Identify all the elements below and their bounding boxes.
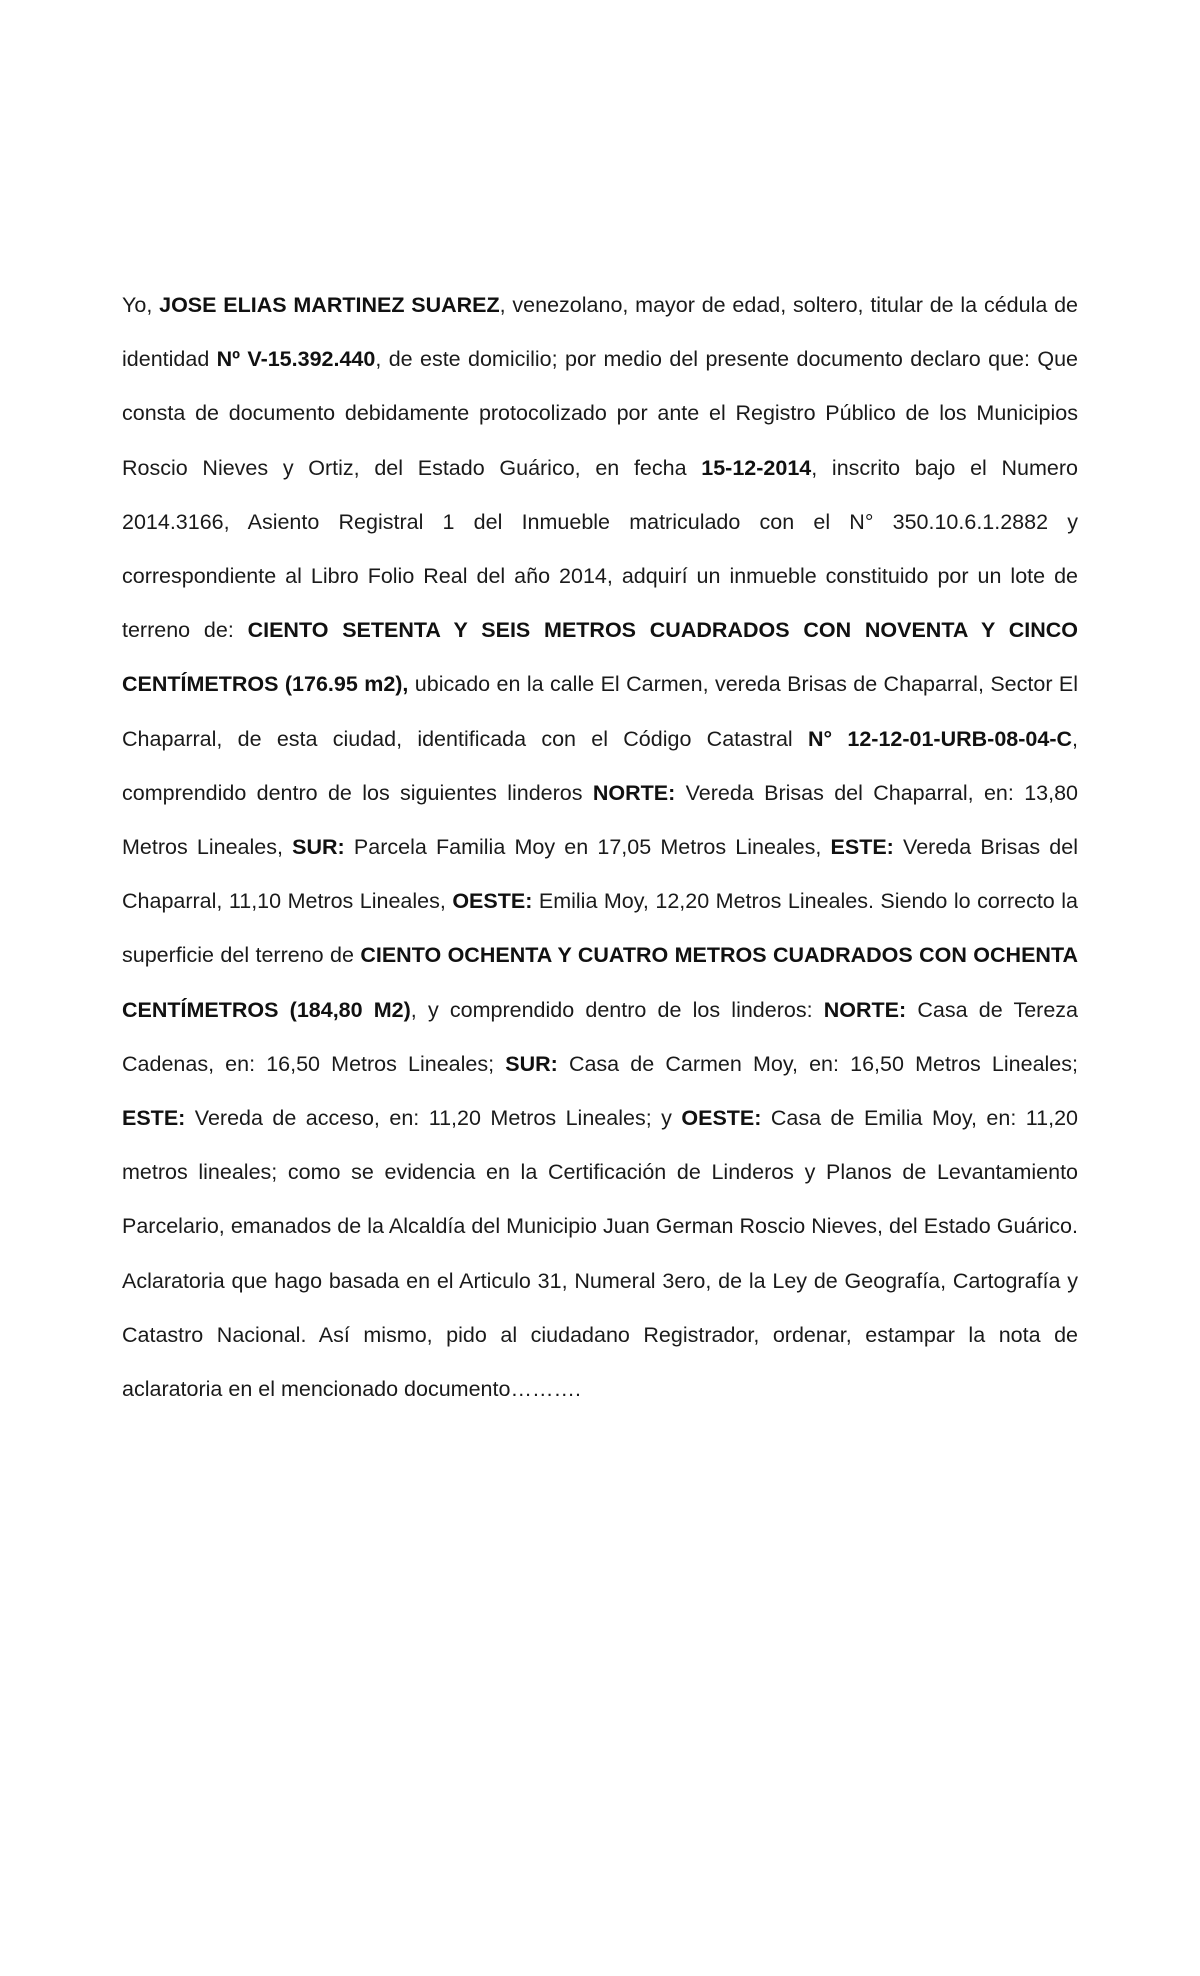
text-run: Casa de Emilia Moy, en: 11,20 metros lineales; como se evidencia en la Certificación de Linderos y Planos de Levantamiento Parcelario, emanados de la Alcaldía del Municipio Juan German Roscio Nieves, del Estado Guárico. Aclaratoria que hago basada en el Articulo 31, Numeral 3ero, de la Ley de Geografía, Cartografía y Catastro Nacional. Así mismo, pido al ciudadano Registrador, ordenar, estampar la nota de aclaratoria en el mencionado documento……….	[122, 1106, 1079, 1402]
text-run: Vereda Brisas del Chaparral, 11,10 Metros Lineales,	[122, 835, 1078, 914]
text-run: , venezolano, mayor de edad, soltero, titular de la cédula de identidad	[122, 293, 1079, 372]
text-run: Vereda de acceso, en: 11,20 Metros Lineales; y	[185, 1106, 682, 1131]
boundary-label-east: ESTE:	[830, 835, 894, 860]
boundary-label-west: OESTE:	[681, 1106, 762, 1131]
text-run: , comprendido dentro de los siguientes linderos	[122, 726, 1078, 805]
boundary-label-north: NORTE:	[592, 780, 676, 805]
text-run: , y comprendido dentro de los linderos:	[410, 997, 824, 1022]
id-number: Nº V-15.392.440	[216, 347, 376, 372]
text-run: Casa de Carmen Moy, en: 16,50 Metros Lineales;	[557, 1051, 1078, 1076]
boundary-label-south: SUR:	[292, 835, 345, 860]
boundary-label-south: SUR:	[505, 1051, 558, 1076]
boundary-label-north: NORTE:	[823, 997, 907, 1022]
boundary-label-west: OESTE:	[452, 889, 533, 914]
text-run: Emilia Moy, 12,20 Metros Lineales. Siendo lo correcto la superficie del terreno de	[122, 889, 1078, 968]
declarant-name: JOSE ELIAS MARTINEZ SUAREZ	[159, 293, 500, 317]
declaration-paragraph	[122, 278, 1078, 1416]
original-area: CIENTO SETENTA Y SEIS METROS CUADRADOS CON NOVENTA Y CINCO CENTÍMETROS (176.95 m2),	[122, 618, 1078, 697]
text-run: , de este domicilio; por medio del presente documento declaro que: Que consta de documento debidamente protocolizado por ante el Registro Público de los Municipios Roscio Nieves y Ortiz, del Estado Guárico, en fecha	[122, 347, 1078, 480]
text-run: Parcela Familia Moy en 17,05 Metros Lineales,	[344, 835, 831, 860]
text-run: ubicado en la calle El Carmen, vereda Brisas de Chaparral, Sector El Chaparral, de esta ciudad, identificada con el Código Catastral	[122, 672, 1078, 751]
cadastral-code: N° 12-12-01-URB-08-04-C	[807, 726, 1073, 751]
text-run: Casa de Tereza Cadenas, en: 16,50 Metros Lineales;	[122, 997, 1078, 1076]
corrected-area: CIENTO OCHENTA Y CUATRO METROS CUADRADOS CON OCHENTA CENTÍMETROS (184,80 M2)	[122, 943, 1079, 1022]
boundary-label-east: ESTE:	[122, 1106, 186, 1131]
text-run: Yo,	[122, 293, 160, 317]
text-run: Vereda Brisas del Chaparral, en: 13,80 Metros Lineales,	[122, 780, 1079, 860]
text-run: , inscrito bajo el Numero 2014.3166, Asiento Registral 1 del Inmueble matriculado con el N° 350.10.6.1.2882 y correspondiente al Libro Folio Real del año 2014, adquirí un inmueble constituido por un lote de terreno de:	[122, 455, 1078, 643]
registration-date: 15-12-2014	[701, 455, 812, 480]
